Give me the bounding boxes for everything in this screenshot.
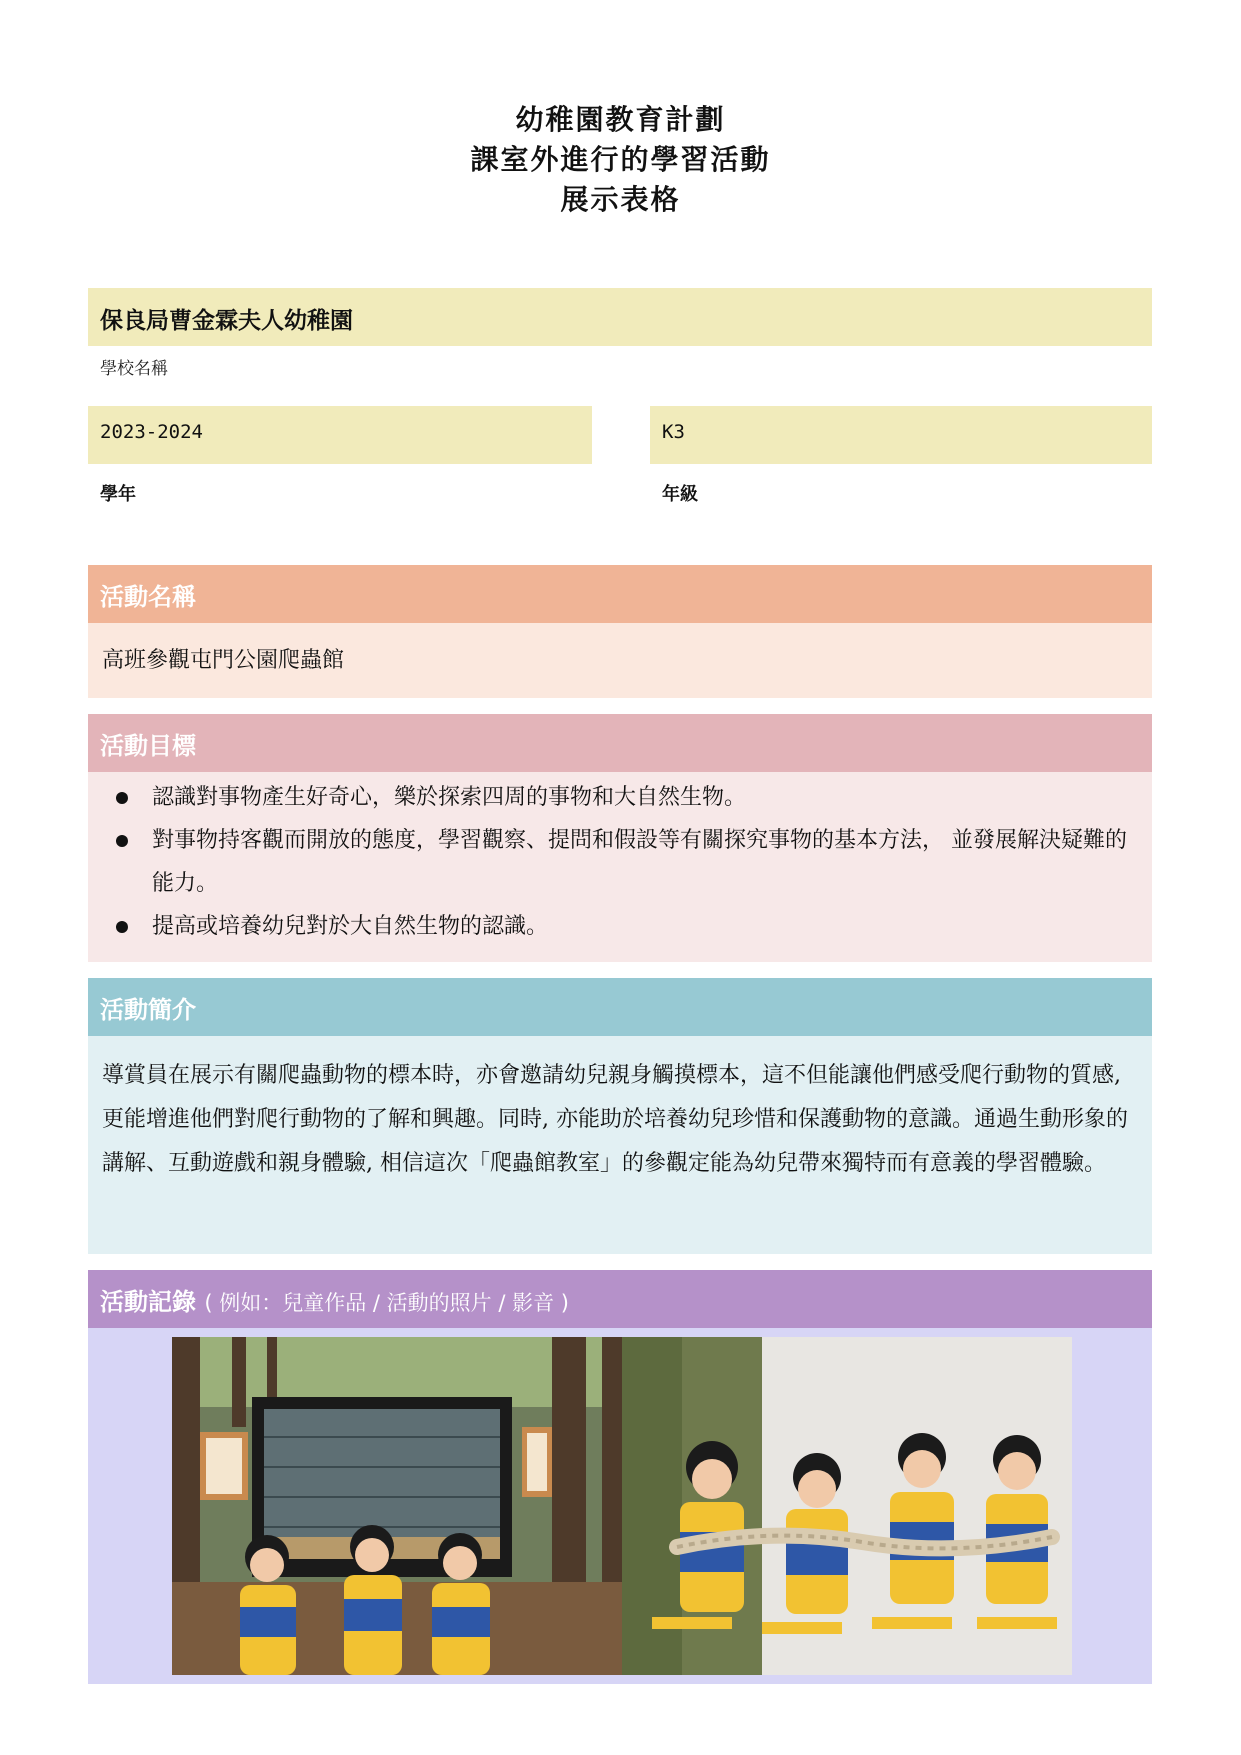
objective-item [102, 905, 1138, 948]
records-heading [88, 1270, 1152, 1328]
title-line-1: 幼稚園教育計劃 [515, 103, 726, 136]
title-line-2: 課室外進行的學習活動 [470, 143, 771, 176]
grade-field: K3 [650, 406, 1152, 464]
records-heading-hint: ( 例如：兒童作品 / 活動的照片 / 影音 ) [204, 1291, 569, 1315]
bullet-icon [116, 835, 128, 847]
activity-photo-reptile-tank [172, 1337, 622, 1675]
activity-name-heading: 活動名稱 [88, 565, 1152, 623]
intro-heading: 活動簡介 [88, 978, 1152, 1036]
school-name-field: 保良局曹金霖夫人幼稚園 [88, 288, 1152, 346]
objective-item [102, 776, 1138, 819]
intro-text: 導賞員在展示有關爬蟲動物的標本時，亦會邀請幼兒親身觸摸標本，這不但能讓他們感受爬行動物的質感, 更能增進他們對爬行動物的了解和興趣。同時, 亦能助於培養幼兒珍惜和保護動物的意識。通過生動形象的講解、互動遊戲和親身體驗, 相信這次「爬蟲館教室」的參觀定能為幼兒帶來獨特而有意義的學習體驗。 [88, 1036, 1152, 1254]
activity-photo-touching-snake-skin [622, 1337, 1072, 1675]
objectives-body [88, 772, 1152, 962]
activity-name-value: 高班參觀屯門公園爬蟲館 [88, 623, 1152, 698]
objectives-list [102, 776, 1138, 948]
objective-item [102, 819, 1138, 905]
grade-label: 年級 [662, 484, 698, 505]
bullet-icon [116, 792, 128, 804]
objective-text: 認識對事物產生好奇心，樂於探索四周的事物和大自然生物。 [152, 785, 747, 810]
bullet-icon [116, 921, 128, 933]
objective-text: 對事物持客觀而開放的態度，學習觀察、提問和假設等有關探究事物的基本方法， 並發展解決疑難的能力。 [152, 828, 1127, 896]
page-title [0, 100, 1241, 220]
title-line-3: 展示表格 [560, 183, 681, 216]
school-name-label: 學校名稱 [100, 359, 168, 379]
school-year-label: 學年 [100, 484, 136, 505]
records-heading-label: 活動記錄 [100, 1288, 196, 1316]
objectives-heading: 活動目標 [88, 714, 1152, 772]
school-year-field: 2023-2024 [88, 406, 592, 464]
objective-text: 提高或培養幼兒對於大自然生物的認識。 [152, 914, 549, 939]
